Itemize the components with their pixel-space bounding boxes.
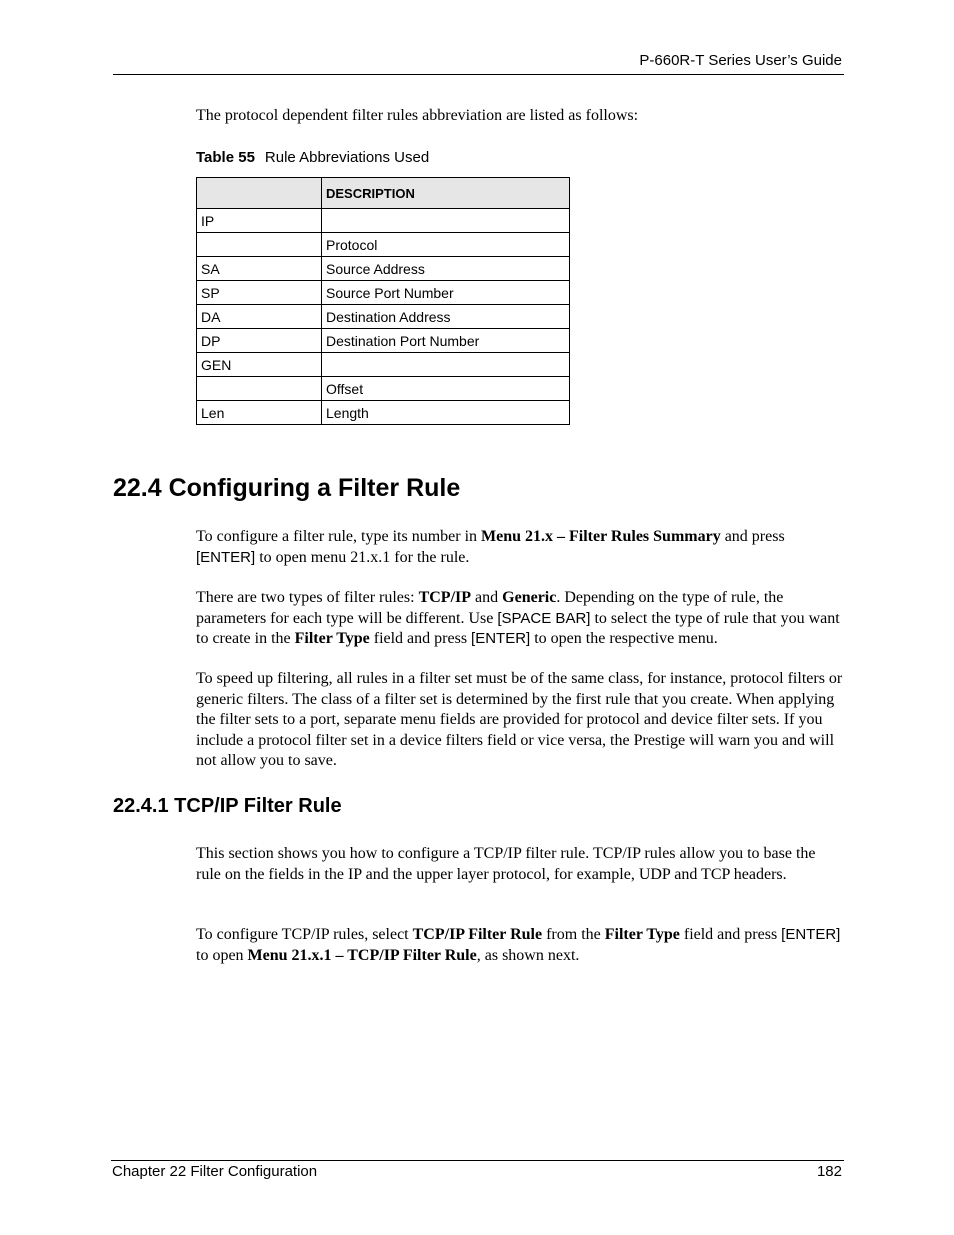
menu-name: Menu 21.x – Filter Rules Summary	[481, 528, 721, 545]
text-run: There are two types of filter rules:	[196, 589, 419, 606]
description-cell: Destination Port Number	[322, 329, 570, 353]
abbr-cell: SP	[197, 281, 322, 305]
text-run: field and press	[679, 926, 782, 943]
guide-title: P-660R-T Series User’s Guide	[639, 52, 842, 69]
subsection-paragraph-1: This section shows you how to configure a TCP/IP filter rule. TCP/IP rules allow you to base the rule on the fields in the IP and the upper layer protocol, for example, UDP and TCP headers.	[196, 845, 816, 883]
table-row	[197, 257, 570, 281]
table-header-description: DESCRIPTION	[322, 178, 570, 209]
section-paragraph-2	[196, 588, 844, 650]
key-name: [ENTER]	[781, 926, 841, 943]
menu-name: Menu 21.x.1 – TCP/IP Filter Rule	[247, 946, 477, 964]
text-run: and	[471, 589, 503, 606]
abbr-cell: IP	[197, 209, 322, 233]
field-name: Filter Type	[604, 926, 680, 943]
table-row	[197, 401, 570, 425]
table-header-abbr	[197, 178, 322, 209]
table-row	[197, 377, 570, 401]
page-header	[113, 50, 844, 75]
section-paragraph-1	[196, 527, 844, 568]
table-label: Table 55	[196, 149, 255, 166]
abbr-cell: DP	[197, 329, 322, 353]
table-row	[197, 281, 570, 305]
description-cell: Offset	[322, 377, 570, 401]
abbr-cell	[197, 233, 322, 257]
text-run: to open	[196, 946, 248, 964]
section-paragraph-3: To speed up filtering, all rules in a filter set must be of the same class, for instance, protocol filters or generic filters. The class of a filter set is determined by the first rule that you create. When applying the filter sets to a port, separate menu fields are provided for protocol and device filter sets. If you include a protocol filter set in a device filters field or vice versa, the Prestige will warn you and will not allow you to save.	[196, 670, 843, 769]
description-cell: Length	[322, 401, 570, 425]
footer-chapter: Chapter 22 Filter Configuration	[112, 1163, 318, 1180]
description-cell: Protocol	[322, 233, 570, 257]
key-name: [SPACE BAR]	[497, 609, 591, 627]
subsection-title: 22.4.1 TCP/IP Filter Rule	[113, 795, 342, 817]
text-run: from the	[542, 926, 605, 943]
rule-type-name: TCP/IP	[418, 589, 472, 606]
subsection-paragraph-2	[196, 925, 844, 966]
table-header-row	[197, 178, 570, 209]
page-number: 182	[816, 1163, 842, 1180]
key-name: [ENTER]	[196, 548, 256, 566]
table-row	[197, 233, 570, 257]
rule-type-name: Generic	[502, 589, 557, 606]
table-row	[197, 305, 570, 329]
text-run: , as shown next.	[476, 946, 580, 964]
abbr-cell: SA	[197, 257, 322, 281]
table-caption	[196, 149, 429, 166]
table-row	[197, 353, 570, 377]
text-run: to select the type of rule that you want to create in the	[196, 609, 840, 647]
description-cell: Destination Address	[322, 305, 570, 329]
key-name: [ENTER]	[471, 630, 531, 647]
abbr-cell: Len	[197, 401, 322, 425]
description-cell: Source Port Number	[322, 281, 570, 305]
table-caption-text: Rule Abbreviations Used	[264, 149, 430, 166]
abbr-cell	[197, 377, 322, 401]
description-cell	[322, 209, 570, 233]
table-row	[197, 329, 570, 353]
option-name: TCP/IP Filter Rule	[412, 926, 543, 943]
description-cell: Source Address	[322, 257, 570, 281]
abbr-cell: GEN	[197, 353, 322, 377]
page-footer	[111, 1160, 844, 1185]
intro-text: The protocol dependent filter rules abbreviation are listed as follows:	[196, 107, 639, 124]
text-run: To configure a filter rule, type its number in	[196, 528, 482, 545]
section-title: 22.4 Configuring a Filter Rule	[113, 474, 461, 502]
text-run: field and press	[369, 630, 472, 647]
text-run: . Depending on the type of rule, the parameters for each type will be different. Use	[196, 589, 784, 627]
text-run: To configure TCP/IP rules, select	[196, 926, 413, 943]
text-run: to open the respective menu.	[530, 630, 718, 647]
rule-abbreviations-table	[196, 177, 570, 425]
table-row	[197, 209, 570, 233]
field-name: Filter Type	[294, 630, 370, 647]
description-cell	[322, 353, 570, 377]
abbr-cell: DA	[197, 305, 322, 329]
text-run: and press	[720, 528, 785, 545]
text-run: to open menu 21.x.1 for the rule.	[255, 548, 470, 566]
